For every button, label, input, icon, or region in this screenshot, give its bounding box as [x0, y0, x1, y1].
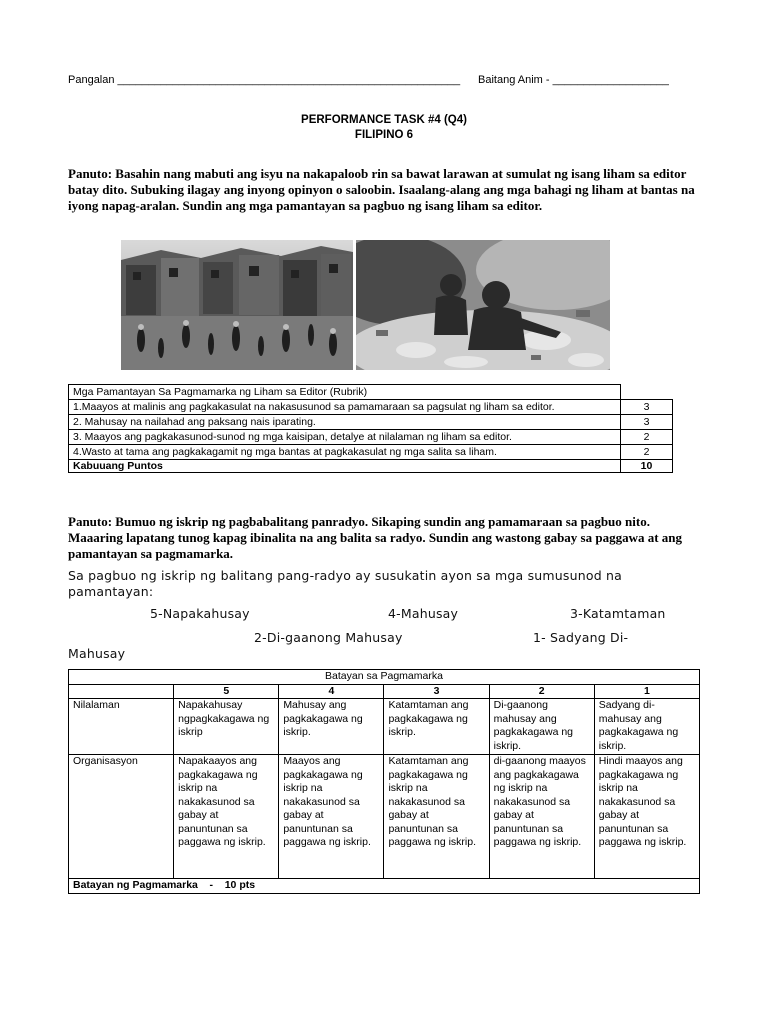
points-3: 2: [621, 430, 673, 445]
subject-title: FILIPINO 6: [354, 129, 414, 141]
total-label: Kabuuang Puntos: [69, 460, 621, 473]
table-row: [69, 415, 673, 430]
table-row: [69, 445, 673, 460]
criterion-4: 4.Wasto at tama ang pagkakagamit ng mga bantas at pagkakasulat ng mga salita sa liham.: [69, 445, 621, 460]
scale-2: 2-Di-gaanong Mahusay: [254, 630, 403, 645]
script-rubric-footer: Batayan ng Pagmamarka - 10 pts: [69, 879, 700, 894]
scale-4: 4-Mahusay: [388, 606, 459, 621]
table-row: [69, 699, 700, 755]
level-2: 2: [489, 684, 594, 699]
name-label: Pangalan ________________________________________________________: [68, 74, 461, 86]
table-row-total: [69, 460, 673, 473]
level-1: 1: [594, 684, 699, 699]
criterion-1: 1.Maayos at malinis ang pagkakasulat na nakasusunod sa pamamaraan sa pagsulat ng liham sa editor.: [69, 400, 621, 415]
script-rubric-title: Batayan sa Pagmamarka: [69, 670, 700, 685]
task-title: PERFORMANCE TASK #4 (Q4): [301, 114, 467, 126]
cell: Sadyang di-mahusay ang pagkakagawa ng iskrip.: [594, 699, 699, 755]
letter-rubric-table: [68, 384, 673, 473]
level-3: 3: [384, 684, 489, 699]
cell: di-gaanong maayos ang pagkakagawa ng iskrip na nakakasunod sa gabay at panuntunan sa paggawa ng iskrip.: [489, 755, 594, 879]
scale-3: 3-Katamtaman: [570, 606, 666, 621]
grade-label: Baitang Anim - ___________________: [478, 74, 669, 86]
level-header-blank: [69, 684, 174, 699]
table-row: [69, 430, 673, 445]
letter-rubric-header-blank: [621, 385, 673, 400]
cell: Mahusay ang pagkakagawa ng iskrip.: [279, 699, 384, 755]
cell: Di-gaanong mahusay ang pagkakagawa ng iskrip.: [489, 699, 594, 755]
header-line: [68, 74, 708, 86]
script-rubric-table: [68, 669, 700, 894]
scale-1-continued: Mahusay: [68, 646, 126, 661]
cell: Katamtaman ang pagkakagawa ng iskrip.: [384, 699, 489, 755]
table-row: [69, 400, 673, 415]
row-label-organisasyon: Organisasyon: [69, 755, 174, 879]
criterion-3: 3. Maayos ang pagkakasunod-sunod ng mga kaisipan, detalye at nilalaman ng liham sa editor.: [69, 430, 621, 445]
table-row: [69, 755, 700, 879]
level-4: 4: [279, 684, 384, 699]
points-1: 3: [621, 400, 673, 415]
cell: Napakahusay ngpagkakagawa ng iskrip: [174, 699, 279, 755]
scavenging-child-photo-icon: [356, 240, 610, 370]
criterion-2: 2. Mahusay na nailahad ang paksang nais iparating.: [69, 415, 621, 430]
slum-photo-icon: [121, 240, 353, 370]
instruction-letter: Panuto: Basahin nang mabuti ang isyu na nakapaloob rin sa bawat larawan at sumulat ng isang liham sa editor batay dito. Subuking ilagay ang inyong opinyon o saloobin. Isaalang-alang ang mga bahagi ng liham at bantas na iyong napag-aralan. Sundin ang mga pamantayan sa pagbuo ng isang liham sa editor.: [68, 166, 695, 213]
cell: Maayos ang pagkakagawa ng iskrip na nakakasunod sa gabay at panuntunan sa paggawa ng iskrip.: [279, 755, 384, 879]
cell: Katamtaman ang pagkakagawa ng iskrip na nakakasunod sa gabay at panuntunan sa paggawa ng iskrip.: [384, 755, 489, 879]
points-4: 2: [621, 445, 673, 460]
points-2: 3: [621, 415, 673, 430]
scale-1: 1- Sadyang Di-: [533, 630, 629, 645]
letter-rubric-header: Mga Pamantayan Sa Pagmamarka ng Liham sa Editor (Rubrik): [69, 385, 621, 400]
instruction-script: Panuto: Bumuo ng iskrip ng pagbabalitang panradyo. Sikaping sundin ang pamamaraan sa pagbuo nito. Maaaring lapatang tunog kapag ibinalita na ang balita sa radyo. Sundin ang wastong gabay sa paggawa at ang pamantayan sa pagmamarka.: [68, 514, 683, 561]
scale-5: 5-Napakahusay: [150, 606, 250, 621]
scale-intro: Sa pagbuo ng iskrip ng balitang pang-radyo ay susukatin ayon sa mga sumusunod na pamantayan:: [68, 568, 622, 599]
cell: Hindi maayos ang pagkakagawa ng iskrip na nakakasunod sa gabay at panuntunan sa paggawa ng iskrip.: [594, 755, 699, 879]
cell: Napakaayos ang pagkakagawa ng iskrip na nakakasunod sa gabay at panuntunan sa paggawa ng iskrip.: [174, 755, 279, 879]
total-points: 10: [621, 460, 673, 473]
row-label-nilalaman: Nilalaman: [69, 699, 174, 755]
level-5: 5: [174, 684, 279, 699]
